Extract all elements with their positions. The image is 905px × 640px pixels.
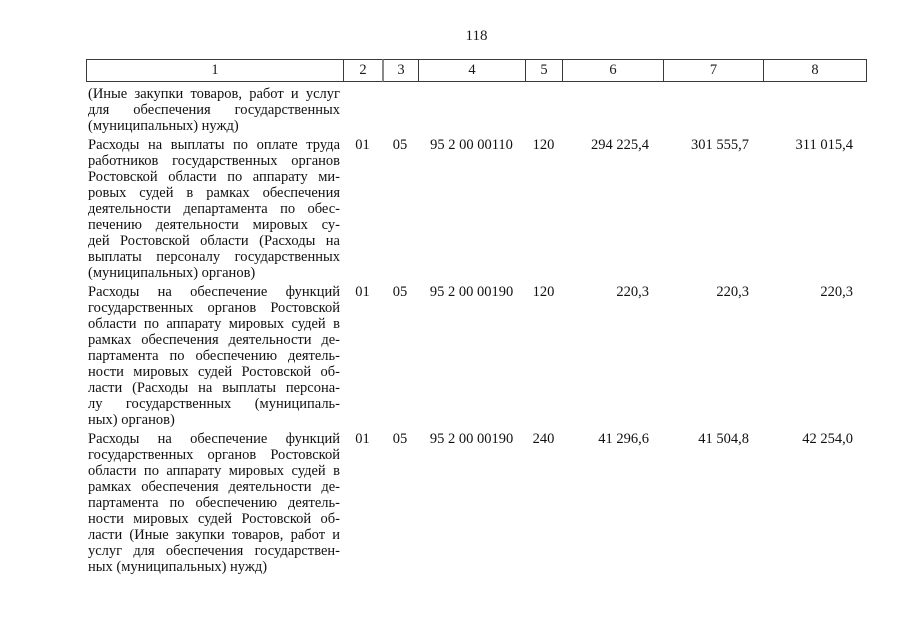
column-header-3: 3	[382, 59, 418, 82]
table-row	[86, 86, 867, 134]
table-row	[86, 431, 867, 575]
cell-col-6: 41 296,6	[598, 431, 649, 447]
table-row	[86, 137, 867, 281]
cell-col-2: 01	[355, 284, 370, 300]
cell-col-7: 41 504,8	[698, 431, 749, 447]
column-header-4: 4	[418, 59, 525, 82]
cell-col-7: 220,3	[716, 284, 749, 300]
column-header-1: 1	[86, 59, 343, 82]
column-header-8: 8	[763, 59, 867, 82]
cell-col-3: 05	[392, 284, 408, 300]
row-description: (Иные закупки товаров, работ и услуг для обеспечения государственных (муниципальных) нужд)	[88, 86, 340, 134]
cell-col-6: 294 225,4	[591, 137, 649, 153]
table-column-header-row	[86, 59, 867, 82]
cell-col-6: 220,3	[616, 284, 649, 300]
cell-col-5: 120	[532, 284, 555, 300]
column-header-7: 7	[663, 59, 763, 82]
column-header-2: 2	[343, 59, 382, 82]
cell-col-4: 95 2 00 00190	[429, 284, 514, 300]
cell-col-4: 95 2 00 00190	[429, 431, 514, 447]
column-header-5: 5	[525, 59, 562, 82]
page-content	[86, 0, 867, 578]
cell-col-5: 240	[532, 431, 555, 447]
table-body	[86, 82, 867, 575]
row-description: Расходы на обеспечение функций государственных органов Ростовской области по аппарату мировых судей в рамках обеспечения деятельности де- партамента по обеспечению деятель- ности мировых судей Ростовской об- ласти (Иные закупки товаров, работ и услуг для обеспечения государствен- ных (муниципальных) нужд)	[88, 431, 340, 575]
cell-col-8: 220,3	[820, 284, 853, 300]
cell-col-3: 05	[392, 431, 408, 447]
cell-col-3: 05	[392, 137, 408, 153]
row-description: Расходы на обеспечение функций государственных органов Ростовской области по аппарату мировых судей в рамках обеспечения деятельности де- партамента по обеспечению деятель- ности мировых судей Ростовской об- ласти (Расходы на выплаты персона- лу государственных (муниципаль- ных) органов)	[88, 284, 340, 428]
cell-col-5: 120	[532, 137, 555, 153]
cell-col-8: 311 015,4	[795, 137, 853, 153]
page-number: 118	[465, 28, 488, 44]
cell-col-4: 95 2 00 00110	[430, 137, 513, 153]
cell-col-8: 42 254,0	[802, 431, 853, 447]
table-row	[86, 284, 867, 428]
cell-col-2: 01	[355, 431, 370, 447]
cell-col-2: 01	[355, 137, 370, 153]
cell-col-7: 301 555,7	[691, 137, 749, 153]
row-description: Расходы на выплаты по оплате труда работников государственных органов Ростовской области по аппарату ми- ровых судей в рамках обеспечения деятельности департамента по обес- печению деятельности мировых су- дей Ростовской области (Расходы на выплаты персоналу государственных (муниципальных) органов)	[88, 137, 340, 281]
column-header-6: 6	[562, 59, 663, 82]
